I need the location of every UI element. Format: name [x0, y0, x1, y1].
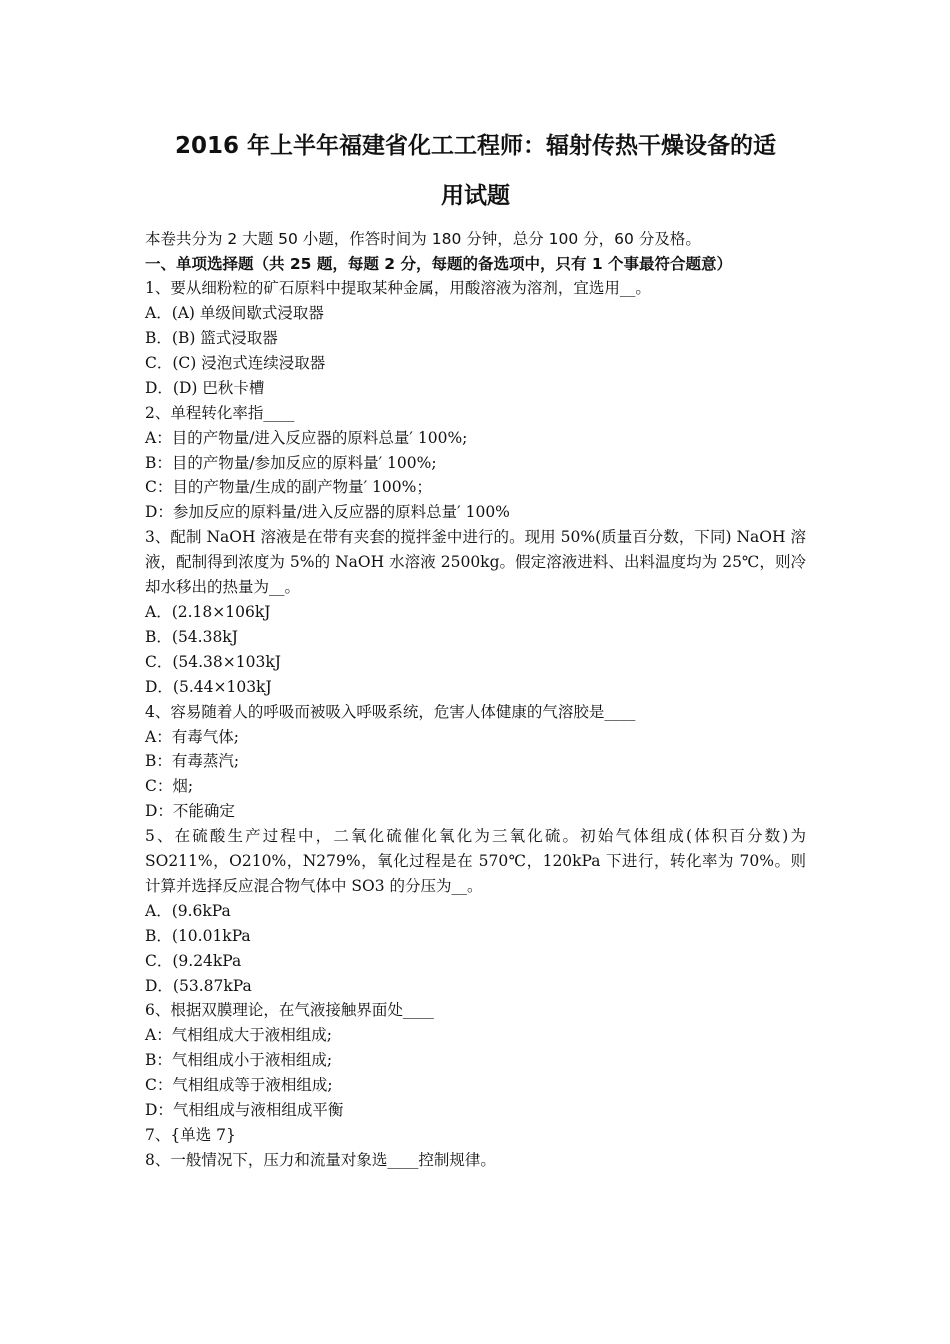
answer-option: B．(B) 篮式浸取器: [145, 329, 278, 347]
answer-option: D．(5.44×103kJ: [145, 677, 272, 696]
answer-option: C：烟;: [145, 777, 194, 796]
question-4: [145, 700, 806, 825]
answer-option: C．(54.38×103kJ: [145, 652, 281, 671]
question-stem: 3、配制 NaOH 溶液是在带有夹套的搅拌釜中进行的。现用 50%(质量百分数，下同) NaOH 溶液，配制得到浓度为 5%的 NaOH 水溶液 2500kg。假定溶液进料、出料温度均为 25℃，则冷却水移出的热量为__。: [145, 528, 806, 597]
title-line-1: 2016 年上半年福建省化工工程师：辐射传热干燥设备的适: [174, 133, 777, 159]
answer-option: B：气相组成小于液相组成;: [145, 1051, 333, 1070]
question-stem: 4、容易随着人的呼吸而被吸入呼吸系统，危害人体健康的气溶胶是____: [145, 702, 636, 721]
answer-option: C：目的产物量/生成的副产物量′ 100%；: [145, 478, 432, 497]
question-stem: 2、单程转化率指____: [145, 403, 295, 422]
answer-option: A：气相组成大于液相组成;: [145, 1026, 332, 1045]
answer-option: C．(9.24kPa: [145, 951, 242, 970]
answer-option: D．(53.87kPa: [145, 976, 252, 995]
question-6: [145, 998, 806, 1123]
answer-option: B：目的产物量/参加反应的原料量′ 100%;: [145, 453, 437, 472]
answer-option: B．(10.01kPa: [145, 926, 251, 945]
answer-option: A：有毒气体;: [145, 727, 239, 746]
answer-option: A：目的产物量/进入反应器的原料总量′ 100%;: [145, 428, 468, 447]
question-3: [145, 525, 806, 699]
question-stem: 5、在硫酸生产过程中，二氧化硫催化氧化为三氧化硫。初始气体组成(体积百分数)为 SO211%，O210%，N279%，氧化过程是在 570℃，120kPa 下进行，转化率为 70%。则计算并选择反应混合物气体中 SO3 的分压为__。: [145, 827, 811, 895]
answer-option: B：有毒蒸汽;: [145, 752, 240, 771]
answer-option: A．(A) 单级间歇式浸取器: [145, 304, 324, 323]
question-2: [145, 401, 806, 526]
document-title: [145, 0, 806, 221]
answer-option: B．(54.38kJ: [145, 627, 238, 646]
answer-option: D：参加反应的原料量/进入反应器的原料总量′ 100%: [145, 503, 510, 522]
exam-intro: 本卷共分为 2 大题 50 小题，作答时间为 180 分钟，总分 100 分，60 分及格。: [145, 230, 701, 248]
answer-option: D．(D) 巴秋卡槽: [145, 378, 265, 397]
question-7: [145, 1123, 806, 1148]
answer-option: C．(C) 浸泡式连续浸取器: [145, 353, 326, 372]
question-8: [145, 1148, 806, 1173]
question-5: [145, 824, 811, 998]
section-heading: 一、单项选择题（共 25 题，每题 2 分，每题的备选项中，只有 1 个事最符合题意）: [145, 254, 733, 273]
question-1: [145, 276, 806, 401]
answer-option: D：不能确定: [145, 802, 235, 821]
answer-option: C：气相组成等于液相组成;: [145, 1076, 333, 1095]
answer-option: A．(9.6kPa: [145, 901, 231, 920]
answer-option: D：气相组成与液相组成平衡: [145, 1101, 344, 1120]
question-stem: 1、要从细粉粒的矿石原料中提取某种金属，用酸溶液为溶剂，宜选用__。: [145, 279, 651, 298]
answer-option: A．(2.18×106kJ: [145, 602, 271, 621]
title-line-2: 用试题: [441, 183, 510, 209]
question-stem: 7、{单选 7}: [145, 1126, 236, 1144]
question-stem: 8、一般情况下，压力和流量对象选____控制规律。: [145, 1150, 496, 1169]
question-stem: 6、根据双膜理论，在气液接触界面处____: [145, 1001, 434, 1020]
